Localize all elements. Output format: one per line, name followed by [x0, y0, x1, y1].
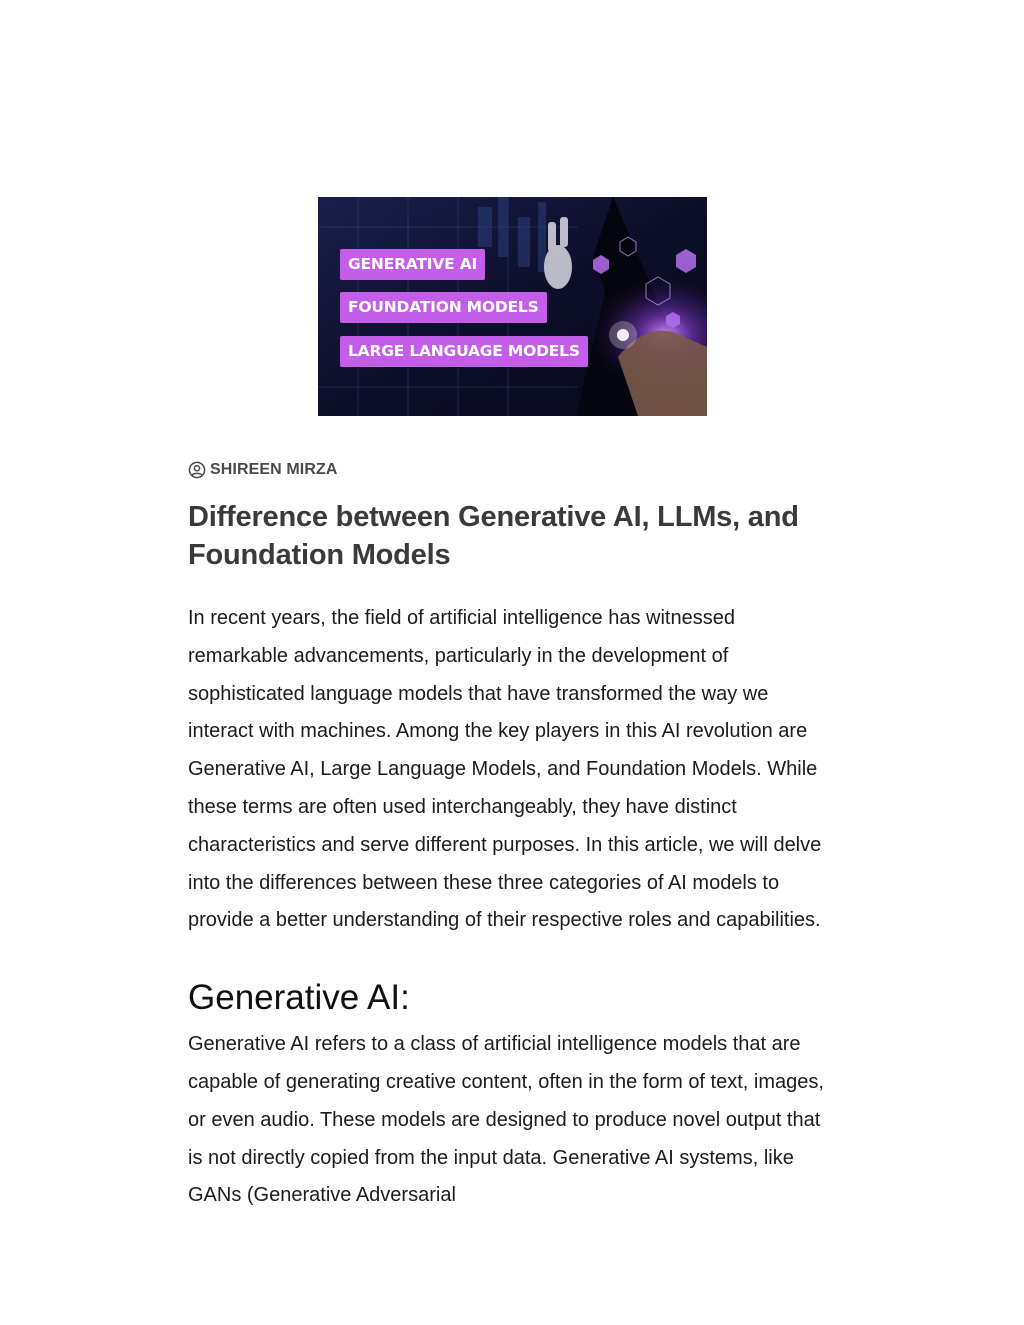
hero-labels [318, 197, 707, 416]
article [188, 458, 838, 1215]
hero-image [318, 197, 707, 416]
section-body: Generative AI refers to a class of artificial intelligence models that are capable of generating creative content, often in the form of text, images, or even audio. These models are designed to produce novel output that is not directly copied from the input data. Generative AI systems, like GANs (Generative Adversarial [188, 1033, 824, 1207]
hero-label-generative-ai: GENERATIVE AI [340, 249, 485, 280]
hero-label-large-language-models: LARGE LANGUAGE MODELS [340, 336, 588, 367]
hero-label-foundation-models: FOUNDATION MODELS [340, 292, 547, 323]
section-heading: Generative AI: [188, 978, 410, 1018]
author-byline[interactable] [188, 458, 838, 482]
article-title: Difference between Generative AI, LLMs, and Foundation Models [188, 501, 799, 571]
article-intro: In recent years, the field of artificial intelligence has witnessed remarkable advancements, particularly in the development of sophisticated language models that have transformed the way we interact with machines. Among the key players in this AI revolution are Generative AI, Large Language Models, and Foundation Models. While these terms are often used interchangeably, they have distinct characteristics and serve different purposes. In this article, we will delve into the differences between these three categories of AI models to provide a better understanding of their respective roles and capabilities. [188, 607, 822, 932]
user-circle-icon [188, 461, 206, 479]
author-name: SHIREEN MIRZA [210, 461, 338, 478]
